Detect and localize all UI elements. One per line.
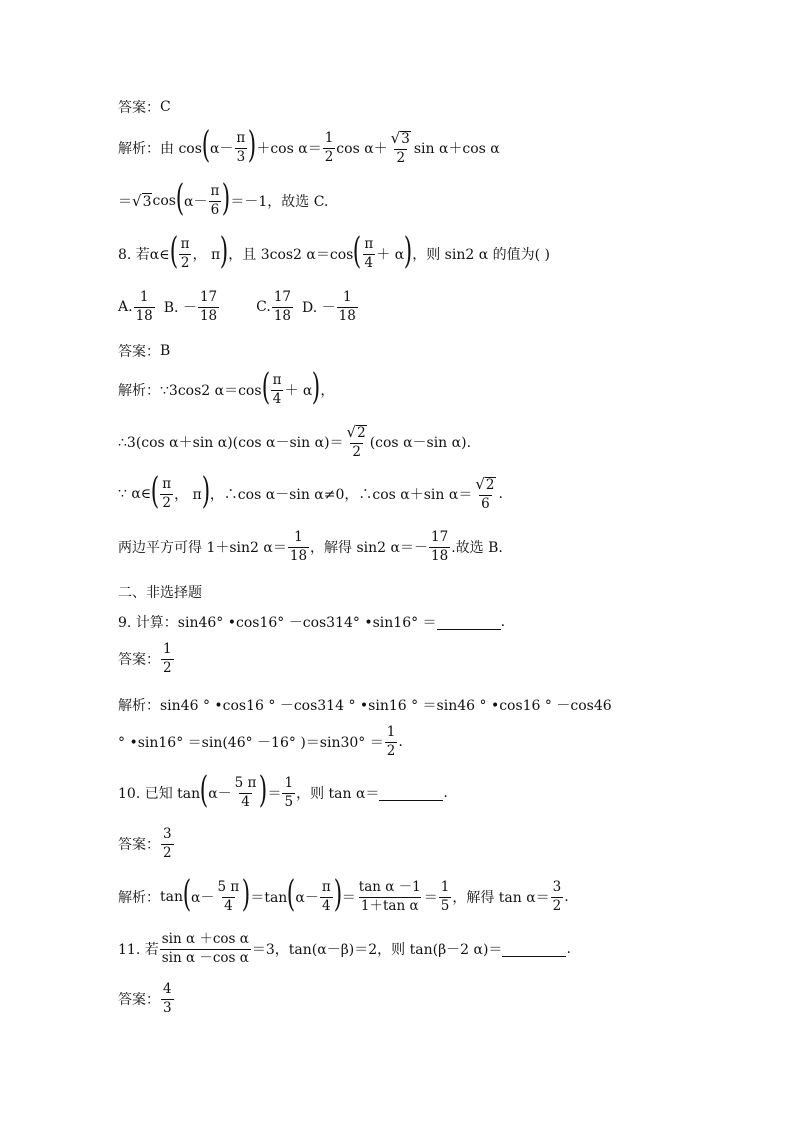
fraction-pi-over-3: $\frac{\pi}{3}$ xyxy=(236,130,246,165)
left-paren: ( xyxy=(201,125,211,167)
text: ＝ xyxy=(423,890,438,906)
left-paren: ( xyxy=(182,874,192,915)
explanation-7-line-1 xyxy=(118,125,500,167)
fraction-tan-expression: $\frac{\text{tan α －1}}{\text{1＋tan α}}$ xyxy=(358,878,421,914)
explanation-8-line-4 xyxy=(118,530,503,564)
text: ＋ α xyxy=(376,247,405,263)
option-b-value: $\frac{17}{18}$ xyxy=(199,289,218,324)
fraction-5pi-over-4: $\frac{5 \pi}{4}$ xyxy=(217,878,240,914)
text: ∵ α∈ xyxy=(118,486,152,503)
explanation-9-line-1 xyxy=(118,695,612,715)
text: cos α＋ xyxy=(336,141,388,158)
right-paren: ) xyxy=(403,231,413,272)
fraction-pi-over-4: $\frac{\pi}{4}$ xyxy=(364,235,374,271)
text: 11. 若 xyxy=(118,942,159,959)
text: . xyxy=(566,941,571,958)
text: ＝tan xyxy=(250,890,288,906)
text: . xyxy=(564,889,569,905)
explanation-8-line-1 xyxy=(118,367,335,408)
answer-10 xyxy=(118,827,175,861)
fraction-pi-over-6: $\frac{\pi}{6}$ xyxy=(210,182,220,218)
explanation-8-line-2 xyxy=(118,424,471,460)
answer-blank[interactable] xyxy=(437,615,501,630)
text: α－ xyxy=(295,890,319,906)
text: ＝ xyxy=(118,194,132,210)
fraction-17-over-18: $\frac{17}{18}$ xyxy=(431,529,449,564)
text: ∵3cos2 α＝cos xyxy=(160,383,262,399)
answer-value: $\frac{1}{2}$ xyxy=(163,641,172,676)
explanation-label: 解析： xyxy=(118,383,160,399)
text: ＝ xyxy=(267,786,282,802)
text: sin46 ° •cos16 ° －cos314 ° •sin16 ° ＝sin46 ° •cos16 ° －cos46 xyxy=(160,698,612,714)
fraction-pi-over-4: $\frac{\pi}{4}$ xyxy=(272,371,282,407)
right-paren: ) xyxy=(248,125,257,167)
right-paren: ) xyxy=(222,178,231,219)
text: ， xyxy=(320,383,335,399)
text: ＝3，tan(α－β)＝2，则 tan(β－2 α)＝ xyxy=(251,942,503,959)
left-paren: ( xyxy=(199,770,209,811)
answer-11 xyxy=(118,982,175,1016)
answer-value: $\frac{4}{3}$ xyxy=(163,981,172,1016)
answer-value: C xyxy=(160,99,171,115)
text: cos xyxy=(152,193,176,209)
answer-9 xyxy=(118,642,175,676)
answer-7 xyxy=(118,97,171,117)
answer-label: 答案： xyxy=(118,344,160,360)
explanation-8-line-3 xyxy=(118,471,503,513)
option-a-label: A. xyxy=(118,299,133,316)
text: ，则 tan α＝ xyxy=(296,786,380,802)
text: α－ xyxy=(208,786,232,802)
right-paren: ) xyxy=(259,770,268,811)
option-b-label: B. － xyxy=(163,300,197,317)
question-10 xyxy=(118,770,448,811)
text: ，解得 tan α＝ xyxy=(452,890,550,906)
text: α－ xyxy=(191,890,215,906)
fraction-sqrt3-over-2: √ 3 2 xyxy=(390,129,410,166)
text: .故选 B. xyxy=(451,540,503,557)
answer-blank[interactable] xyxy=(379,786,443,801)
text: ，且 3cos2 α＝cos xyxy=(228,247,354,263)
text: ，∴cos α－sin α≠0，∴cos α＋sin α＝ xyxy=(209,487,473,504)
section-title: 二、非选择题 xyxy=(118,585,202,601)
question-8-options xyxy=(118,290,359,324)
section-heading xyxy=(118,582,202,602)
text: ＋cos α＝ xyxy=(256,141,322,158)
question-8 xyxy=(118,231,550,272)
right-paren: ) xyxy=(220,231,229,272)
right-paren: ) xyxy=(333,874,342,915)
left-paren: ( xyxy=(353,231,362,272)
explanation-7-line-2 xyxy=(118,178,329,219)
left-paren: ( xyxy=(287,874,296,915)
option-c-label: C. xyxy=(256,299,271,316)
answer-label: 答案： xyxy=(118,652,160,669)
fraction-pi-over-2: $\frac{\pi}{2}$ xyxy=(162,476,172,511)
text: ，解得 sin2 α＝－ xyxy=(310,540,428,557)
explanation-9-line-2 xyxy=(118,725,403,759)
right-paren: ) xyxy=(242,874,251,915)
text: 两边平方可得 1＋sin2 α＝ xyxy=(118,540,287,557)
text: 8. 若α∈ xyxy=(118,247,170,263)
fraction-pi-over-4: $\frac{\pi}{4}$ xyxy=(321,878,331,914)
text: ， π xyxy=(174,487,202,504)
option-a-value: $\frac{1}{18}$ xyxy=(135,289,153,324)
fraction-sqrt2-over-2: √ 2 2 xyxy=(346,423,366,460)
text: 9. 计算：sin46° •cos16° －cos314° •sin16° ＝ xyxy=(118,615,437,631)
left-paren: ( xyxy=(175,178,185,219)
left-paren: ( xyxy=(261,367,270,408)
answer-label: 答案： xyxy=(118,992,160,1009)
text: (cos α－sin α). xyxy=(369,435,472,452)
option-d-label: D. － xyxy=(302,300,336,317)
option-d-value: $\frac{1}{18}$ xyxy=(338,289,356,324)
fraction-pi-over-2: $\frac{\pi}{2}$ xyxy=(180,235,190,271)
text: . xyxy=(398,734,403,751)
text: ° •sin16° ＝sin(46° －16° )＝sin30° ＝ xyxy=(118,735,384,752)
text: ＝－1，故选 C. xyxy=(230,194,329,210)
fraction-1-over-18: $\frac{1}{18}$ xyxy=(289,529,308,564)
fraction-5pi-over-4: $\frac{5 \pi}{4}$ xyxy=(234,774,257,810)
text: α－ xyxy=(209,141,234,158)
text: 由 cos xyxy=(160,141,202,158)
answer-label: 答案： xyxy=(118,837,160,854)
explanation-label: 解析： xyxy=(118,141,160,158)
text: ， π xyxy=(192,247,221,263)
text: ＝ xyxy=(341,890,356,906)
text: 10. 已知 tan xyxy=(118,786,201,802)
text: tan xyxy=(160,889,183,905)
explanation-label: 解析： xyxy=(118,890,160,906)
text: ＋ α xyxy=(284,383,313,399)
question-11 xyxy=(118,932,571,966)
fraction-1-over-2: $\frac{1}{2}$ xyxy=(324,130,334,165)
left-paren: ( xyxy=(150,471,160,513)
answer-value: $\frac{3}{2}$ xyxy=(163,826,172,861)
fraction-sin-cos-expression: $\frac{\text{sin α ＋cos α}}{\text{sin α －cos α}}$ xyxy=(161,931,249,966)
explanation-10 xyxy=(118,874,569,915)
text: . xyxy=(500,614,506,630)
answer-label: 答案： xyxy=(118,100,160,116)
right-paren: ) xyxy=(312,367,321,408)
fraction-3-over-2: $\frac{3}{2}$ xyxy=(552,878,562,914)
question-9 xyxy=(118,612,505,632)
text: ，则 sin2 α 的值为( ) xyxy=(412,247,550,263)
text: α－ xyxy=(184,194,208,210)
text: . xyxy=(498,486,503,503)
sqrt-3: √ 3 xyxy=(132,192,152,210)
fraction-1-over-5: $\frac{1}{5}$ xyxy=(284,774,294,810)
fraction-1-over-2: $\frac{1}{2}$ xyxy=(386,724,396,759)
explanation-label: 解析： xyxy=(118,698,160,714)
fraction-sqrt2-over-6: √ 2 6 xyxy=(475,475,495,512)
answer-blank[interactable] xyxy=(502,942,566,957)
fraction-1-over-5: $\frac{1}{5}$ xyxy=(440,878,450,914)
answer-value: B xyxy=(160,343,171,359)
option-c-value: $\frac{17}{18}$ xyxy=(273,289,291,324)
left-paren: ( xyxy=(169,231,178,272)
text: sin α＋cos α xyxy=(413,141,500,158)
text: . xyxy=(443,785,448,801)
answer-8 xyxy=(118,341,170,361)
right-paren: ) xyxy=(201,471,211,513)
text: ∴3(cos α＋sin α)(cos α－sin α)＝ xyxy=(118,435,344,452)
